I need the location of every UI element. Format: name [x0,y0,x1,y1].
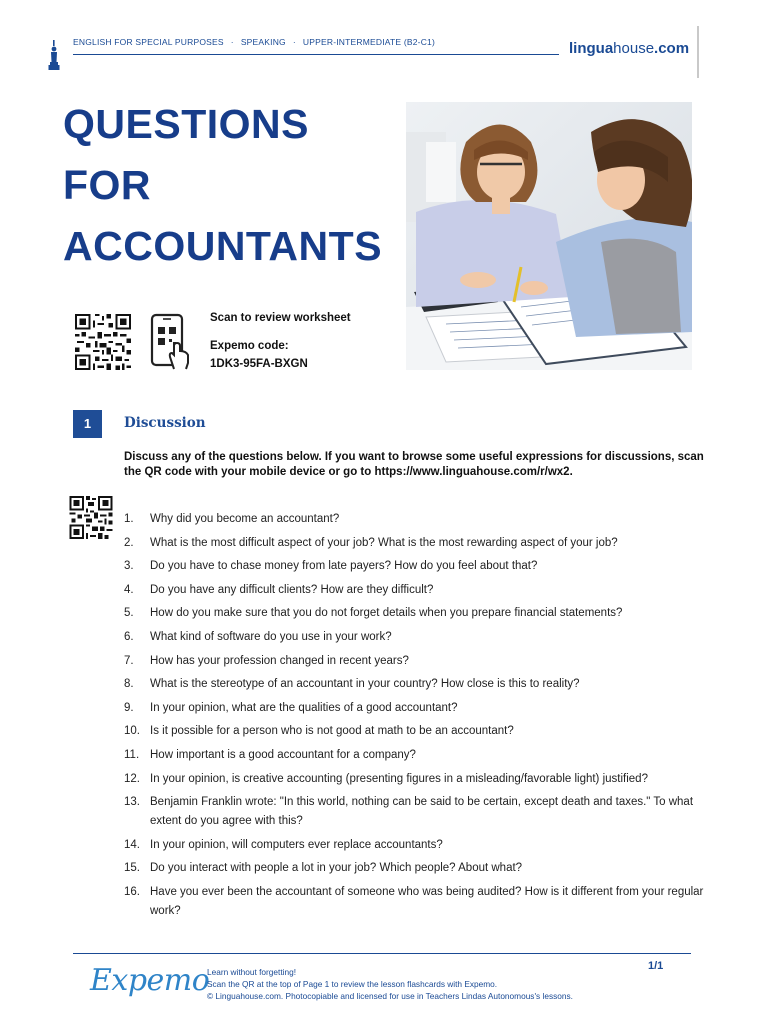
question-number: 11. [124,748,140,761]
question-item [124,557,704,576]
header-divider [73,54,559,55]
question-number: 2. [124,536,134,549]
question-item [124,770,704,789]
breadcrumb-level: UPPER-INTERMEDIATE (B2-C1) [302,37,435,47]
question-number: 7. [124,654,134,667]
question-number: 10. [124,725,140,738]
phone-scan-icon [150,313,192,371]
question-number: 14. [124,838,140,851]
question-item [124,746,704,765]
scan-label: Scan to review worksheet [210,312,351,324]
expemo-code-value: 1DK3-95FA-BXGN [210,358,308,370]
question-number: 3. [124,560,134,573]
question-item [124,534,704,553]
question-item [124,699,704,718]
footer-tagline: Learn without forgetting! [207,967,297,977]
question-item [124,628,704,647]
title-line-1: QUESTIONS [63,101,309,147]
title-line-2: FOR [63,162,152,208]
question-text: What kind of software do you use in your work? [150,630,392,643]
question-item [124,859,704,878]
question-text: How important is a good accountant for a company? [150,748,416,761]
header-side-bar [697,26,699,78]
footer-instructions: Scan the QR at the top of Page 1 to review the lesson flashcards with Expemo. [207,979,498,989]
footer-text [207,966,573,1002]
question-text: Do you interact with people a lot in your job? Which people? About what? [150,862,523,875]
page-title [63,94,382,277]
question-number: 9. [124,701,134,714]
question-number: 12. [124,772,140,785]
worksheet-qr-code[interactable] [73,314,133,370]
linguahouse-logo: linguahouse.com [569,40,690,57]
question-item [124,836,704,855]
question-item [124,793,704,831]
question-item [124,604,704,623]
question-item [124,722,704,741]
question-text: Is it possible for a person who is not good at math to be an accountant? [150,725,514,738]
question-text: In your opinion, is creative accounting (presenting figures in a misleading/favorable light) justified? [150,772,648,785]
question-item [124,652,704,671]
question-number: 8. [124,678,134,691]
question-text: In your opinion, will computers ever replace accountants? [150,838,443,851]
question-text: Benjamin Franklin wrote: "In this world, nothing can be said to be certain, except death and taxes." To what extent do you agree with this? [150,796,694,828]
breadcrumb: ENGLISH FOR SPECIAL PURPOSES · SPEAKING · UPPER-INTERMEDIATE (B2-C1) [73,37,435,47]
question-number: 16. [124,885,140,898]
question-text: Do you have any difficult clients? How are they difficult? [150,583,434,596]
question-text: What is the stereotype of an accountant in your country? How close is this to reality? [150,678,580,691]
question-number: 6. [124,630,134,643]
title-line-3: ACCOUNTANTS [63,223,383,269]
question-text: What is the most difficult aspect of your job? What is the most rewarding aspect of your job? [150,536,618,549]
discussion-qr-code[interactable] [68,496,114,539]
section-number-badge: 1 [73,410,102,438]
expemo-logo: Expemo [90,963,210,998]
statue-of-liberty-icon [48,40,60,70]
question-item [124,510,704,529]
question-list [124,510,704,926]
section-instructions: Discuss any of the questions below. If you want to browse some useful expressions for discussions, scan the QR code with your mobile device or go to https://www.linguahouse.com/r/wx2. [124,451,704,478]
section-title: Discussion [124,415,206,431]
question-text: Why did you become an accountant? [150,513,340,525]
question-number: 15. [124,862,140,875]
question-item [124,883,704,921]
page-number: 1/1 [648,960,664,972]
question-text: Do you have to chase money from late payers? How do you feel about that? [150,560,538,573]
question-item [124,581,704,600]
question-text: Have you ever been the accountant of someone who was being audited? How is it different from your regular work? [150,885,704,917]
expemo-code-label: Expemo code: [210,340,289,352]
question-text: How do you make sure that you do not forget details when you prepare financial statements? [150,607,623,620]
footer-divider [73,953,691,954]
question-text: How has your profession changed in recent years? [150,654,409,667]
question-text: In your opinion, what are the qualities of a good accountant? [150,701,458,714]
question-number: 1. [124,513,134,525]
question-number: 13. [124,796,140,809]
question-number: 5. [124,607,134,620]
breadcrumb-skill: SPEAKING [240,37,286,47]
question-number: 4. [124,583,134,596]
accountants-photo [406,102,692,370]
question-item [124,675,704,694]
breadcrumb-category: ENGLISH FOR SPECIAL PURPOSES [73,37,224,47]
footer-copyright: © Linguahouse.com. Photocopiable and licensed for use in Teachers Lindas Autonomous's lessons. [207,991,573,1001]
